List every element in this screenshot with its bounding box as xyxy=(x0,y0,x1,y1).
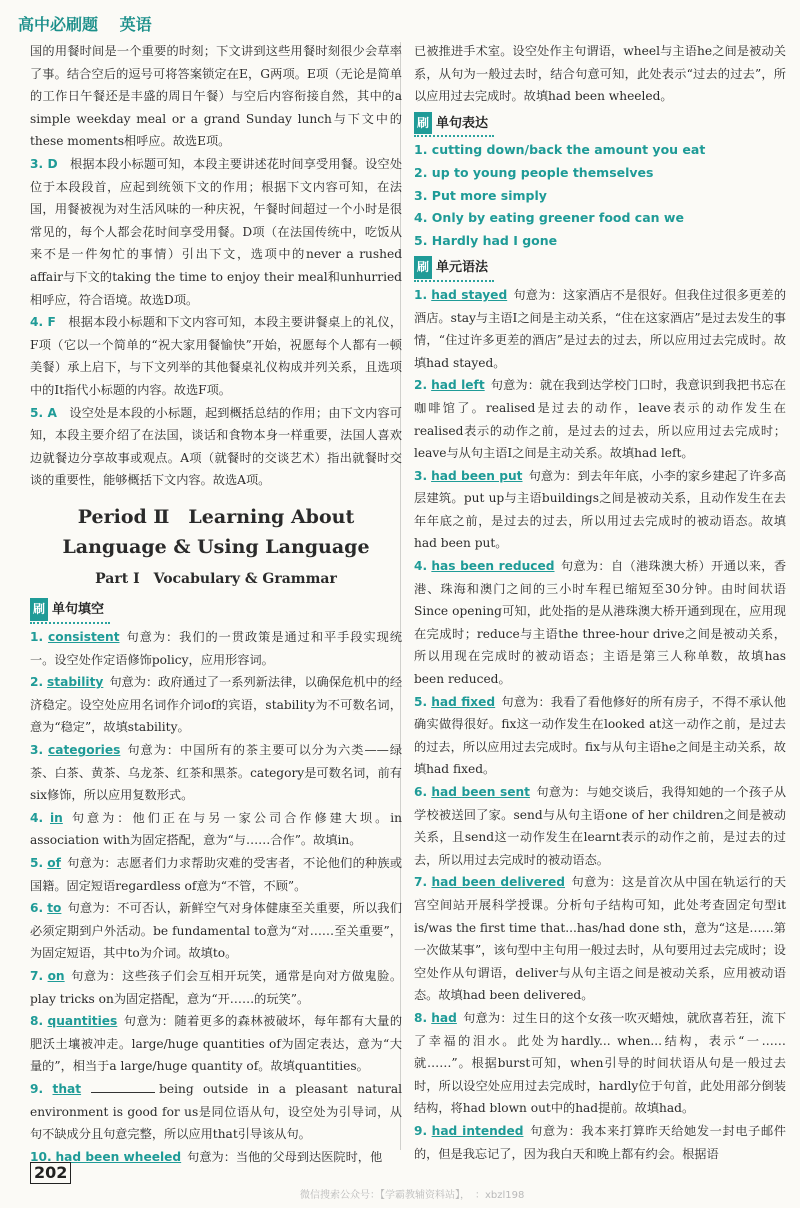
item-text: 句意为：这些孩子们会互相开玩笑，通常是向对方做鬼脸。play tricks on为固定搭配，意为“开……的玩笑”。 xyxy=(30,968,403,1006)
grammar-item-7 xyxy=(414,871,786,1007)
reading-answer-4 xyxy=(30,311,402,401)
vocab-item-9 xyxy=(30,1078,402,1146)
page-header xyxy=(18,12,168,36)
brush-icon: 刷 xyxy=(414,112,432,135)
subject-title: 英语 xyxy=(119,15,152,34)
answer-word: has been reduced xyxy=(431,559,555,574)
item-number: 2. xyxy=(414,378,428,393)
left-column xyxy=(30,40,402,1168)
expression-answer: 4. Only by eating greener food can we xyxy=(414,210,684,226)
item-text: 句意为：这是首次从中国在轨运行的天宫空间站开展科学授课。分析句子结构可知，此处考查固定句型it is/was the first time that...has/had done sth，意为“这是……第一次做某事”，该句型中主句用一般过去时，从句要用过去完成时；设空处作从句谓语，deliver与从句主语之间是被动关系，应用被动语态。故填had been delivered。 xyxy=(414,875,787,1003)
brush-icon: 刷 xyxy=(30,598,48,621)
period-title: Period Ⅱ Learning About Language & Using Language xyxy=(62,505,370,558)
item-text: 句意为：到去年年底，小李的家乡建起了许多高层建筑。put up与主语buildings之间是被动关系，且动作发生在去年年底之前，是过去的过去，所以用过去完成时的被动语态。故填had been put。 xyxy=(414,468,786,551)
item-text: 句意为：过生日的这个女孩一吹灭蜡烛，就欣喜若狂，流下了幸福的泪水。此处为hardly... when...结构，表示“一……就……”。根据burst可知，when引导的时间状语从句是一般过去时，所以设空处应用过去完成时，hardly位于句首，此处用部分倒装结构，将had blown out中的had提前。故填had。 xyxy=(414,1010,787,1116)
vocab-item-5 xyxy=(30,852,402,897)
answer-text: 设空处是本段的小标题，起到概括总结的作用；由下文内容可知，本段主要介绍了在法国，谈话和食物本身一样重要，法国人喜欢边就餐边分享故事或观点。A项（就餐时的交谈艺术）指出就餐时交谈的重要性，能够概括下文内容。故选A项。 xyxy=(30,405,402,488)
item-text: 句意为：随着更多的森林被破坏，每年都有大量的肥沃土壤被冲走。large/huge quantities of为固定表达，意为“大量的”，相当于a large/huge quantity of。故填quantities。 xyxy=(30,1014,403,1074)
grammar-item-5 xyxy=(414,691,786,781)
expression-answer: 5. Hardly had I gone xyxy=(414,232,558,248)
answer-word: to xyxy=(47,901,62,916)
answer-word: categories xyxy=(48,743,121,758)
item-number: 3. xyxy=(30,743,44,758)
item-text: 句意为：不可否认，新鲜空气对身体健康至关重要，所以我们必须定期到户外活动。be fundamental to意为“对……至关重要”，为固定短语，其中to为介词。故填to。 xyxy=(30,901,403,961)
item-number: 10. xyxy=(30,1149,52,1164)
item-text: 句意为：这家酒店不是很好。但我住过很多更差的酒店。stay与主语I之间是主动关系，“住在这家酒店”是过去发生的事情，“住过许多更差的酒店”是过去的过去，所以应用过去完成时。故填had stayed。 xyxy=(414,287,787,370)
item-text: 句意为：就在我到达学校门口时，我意识到我把书忘在咖啡馆了。realised是过去的动作，leave表示的动作发生在realised表示的动作之前，是过去的过去，所以应用过去完成时；leave与从句主语I之间是主动关系。故填had left。 xyxy=(414,378,786,461)
section-label: 单句填空 xyxy=(52,602,105,618)
answer-word: had left xyxy=(431,378,485,393)
answer-word: had been wheeled xyxy=(55,1149,182,1164)
grammar-item-2 xyxy=(414,374,786,464)
vocab-item-7 xyxy=(30,965,402,1010)
answer-continuation: 国的用餐时间是一个重要的时刻；下文讲到这些用餐时刻很少会草率了事。结合空后的逗号可将答案锁定在E，G两项。E项（无论是简单的工作日午餐还是丰盛的周日午餐）与空后内容衔接自然，其中的a simple weekday meal or a grand Sunday lunch与下文中的these moments相呼应。故选E项。 xyxy=(30,44,402,149)
answer-label: 5. A xyxy=(30,405,57,420)
item-text: 句意为：他们正在与另一家公司合作修建大坝。in association with为固定搭配，意为“与……合作”。故填in。 xyxy=(30,810,403,848)
answer-word: had been delivered xyxy=(431,875,565,890)
item-number: 9. xyxy=(414,1123,428,1138)
brush-icon: 刷 xyxy=(414,256,432,279)
item-number: 4. xyxy=(30,810,44,825)
section-heading-fill xyxy=(30,598,110,624)
item-number: 1. xyxy=(414,287,428,302)
item-number: 6. xyxy=(30,901,44,916)
answer-label: 3. D xyxy=(30,156,58,171)
item-text: being outside in a pleasant natural environment is good for us是同位语从句，设空处为引导词，从句不缺成分且句意完整，所以应用that引导该从句。 xyxy=(30,1081,403,1142)
answer-word: that xyxy=(52,1081,82,1096)
vocab-item-6 xyxy=(30,897,402,965)
grammar-item-1 xyxy=(414,284,786,374)
expression-answer: 1. cutting down/back the amount you eat xyxy=(414,142,706,158)
answer-label: 4. F xyxy=(30,315,56,330)
grammar-item-8 xyxy=(414,1007,786,1120)
item-number: 4. xyxy=(414,559,428,574)
item-number: 6. xyxy=(414,785,428,799)
answer-text: 根据本段小标题和下文内容可知，本段主要讲餐桌上的礼仪，F项（它以一个简单的“祝大家用餐愉快”开始，祝愿每个人都有一顿美餐）承上启下，与下文列举的其他餐桌礼仪构成并列关系，且选项中的It指代小标题的内容。故选F项。 xyxy=(30,315,403,397)
answer-word: had xyxy=(431,1010,457,1025)
answer-word: had been put xyxy=(431,468,523,483)
right-column xyxy=(414,40,786,1165)
item-number: 7. xyxy=(414,875,428,890)
answer-word: had stayed xyxy=(431,287,508,302)
item-number: 8. xyxy=(414,1010,428,1025)
item-text: 句意为：自（港珠澳大桥）开通以来，香港、珠海和澳门之间的三小时车程已缩短至30分钟。由时间状语Since opening可知，此处指的是从港珠澳大桥开通到现在，应用现在完成时；reduce与主语the three-hour drive之间是被动关系，所以用现在完成时的被动语态；主语是第三人称单数，故填has been reduced。 xyxy=(414,559,787,687)
vocab-item-2 xyxy=(30,671,402,739)
item-number: 1. xyxy=(30,630,44,645)
grammar-item-9 xyxy=(414,1120,786,1165)
answer-word: in xyxy=(49,810,63,825)
answer-word: on xyxy=(47,968,65,983)
section-label: 单句表达 xyxy=(436,115,489,131)
vocab-item-1 xyxy=(30,626,402,671)
watermark-text: 微信搜索公众号：【学霸教辅资料站】， ：xbzl198 xyxy=(300,1190,525,1201)
item-number: 5. xyxy=(30,856,44,870)
item-text: 句意为：我看了看他修好的所有房子，不得不承认他确实做得很好。fix这一动作发生在looked at这一动作之前，是过去的过去，所以应用过去完成时。fix与从句主语he之间是主动关系，故填had fixed。 xyxy=(414,694,786,777)
item-number: 3. xyxy=(414,468,428,483)
grammar-item-6 xyxy=(414,781,786,871)
answer-word: quantities xyxy=(47,1014,118,1029)
answer-continuation: 已被推进手术室。设空处作主句谓语，wheel与主语he之间是被动关系，从句为一般过去时，结合句意可知，此处表示“过去的过去”，所以应用过去完成时。故填had been wheeled。 xyxy=(414,44,786,104)
item-text: 句意为：当他的父母到达医院时，他 xyxy=(187,1149,383,1164)
item-number: 7. xyxy=(30,968,44,983)
answer-word: stability xyxy=(47,675,104,690)
item-number: 8. xyxy=(30,1014,44,1029)
item-number: 2. xyxy=(30,675,44,690)
answer-word: had been sent xyxy=(431,785,531,799)
item-number: 5. xyxy=(414,694,428,709)
item-text: 句意为：我们的一贯政策是通过和平手段实现统一。设空处作定语修饰policy，应用形容词。 xyxy=(30,630,403,667)
item-text: 句意为：与她交谈后，我得知她的一个孩子从学校被送回了家。send与从句主语one of her children之间是被动关系，且send这一动作发生在learnt表示的动作之前，是过去的过去，所以用过去完成时的被动语态。 xyxy=(414,785,787,867)
answer-word: consistent xyxy=(47,630,120,645)
reading-answer-3 xyxy=(30,153,402,311)
item-number: 9. xyxy=(30,1081,44,1096)
reading-answer-5 xyxy=(30,402,402,492)
part-title: Part Ⅰ Vocabulary & Grammar xyxy=(95,570,337,587)
book-title: 高中必刷题 xyxy=(18,15,99,34)
expression-answer: 2. up to young people themselves xyxy=(414,164,654,180)
section-label: 单元语法 xyxy=(436,260,489,276)
grammar-item-4 xyxy=(414,555,786,691)
page-number: 202 xyxy=(30,1162,71,1184)
vocab-item-4 xyxy=(30,807,402,852)
vocab-item-10 xyxy=(30,1146,402,1169)
answer-text: 根据本段小标题可知，本段主要讲述花时间享受用餐。设空处位于本段段首，应起到统领下文的作用；根据下文内容可知，在法国，用餐被视为对生活风味的一种庆祝，午餐时间超过一个小时是很常见的，每个人都会花时间享受用餐。D项（在法国传统中，吃饭从来不是一件匆忙的事情）引出下文，选项中的never a rushed affair与下文的taking the time to enjoy their meal和unhurried相呼应，符合语境。故选D项。 xyxy=(30,156,403,307)
answer-word: had fixed xyxy=(431,694,496,709)
item-text: 句意为：志愿者们力求帮助灾难的受害者，不论他们的种族或国籍。固定短语regardless of意为“不管，不顾”。 xyxy=(30,856,403,893)
item-text: 句意为：政府通过了一系列新法律，以确保危机中的经济稳定。设空处应用名词作介词of的宾语，stability为不可数名词，意为“稳定”，故填stability。 xyxy=(30,675,403,735)
section-heading-expression xyxy=(414,112,494,138)
item-text: 句意为：中国所有的茶主要可以分为六类——绿茶、白茶、黄茶、乌龙茶、红茶和黑茶。category是可数名词，前有six修饰，所以应用复数形式。 xyxy=(30,743,403,803)
vocab-item-3 xyxy=(30,739,402,807)
section-heading-grammar xyxy=(414,256,494,282)
expression-answer: 3. Put more simply xyxy=(414,187,547,203)
vocab-item-8 xyxy=(30,1010,402,1078)
blank-line xyxy=(91,1080,155,1093)
grammar-item-3 xyxy=(414,465,786,555)
answer-word: of xyxy=(47,856,61,870)
answer-word: had intended xyxy=(431,1123,524,1138)
item-text: 句意为：我本来打算昨天给她发一封电子邮件的，但是我忘记了，因为我白天和晚上都有约会。根据语 xyxy=(414,1123,786,1161)
